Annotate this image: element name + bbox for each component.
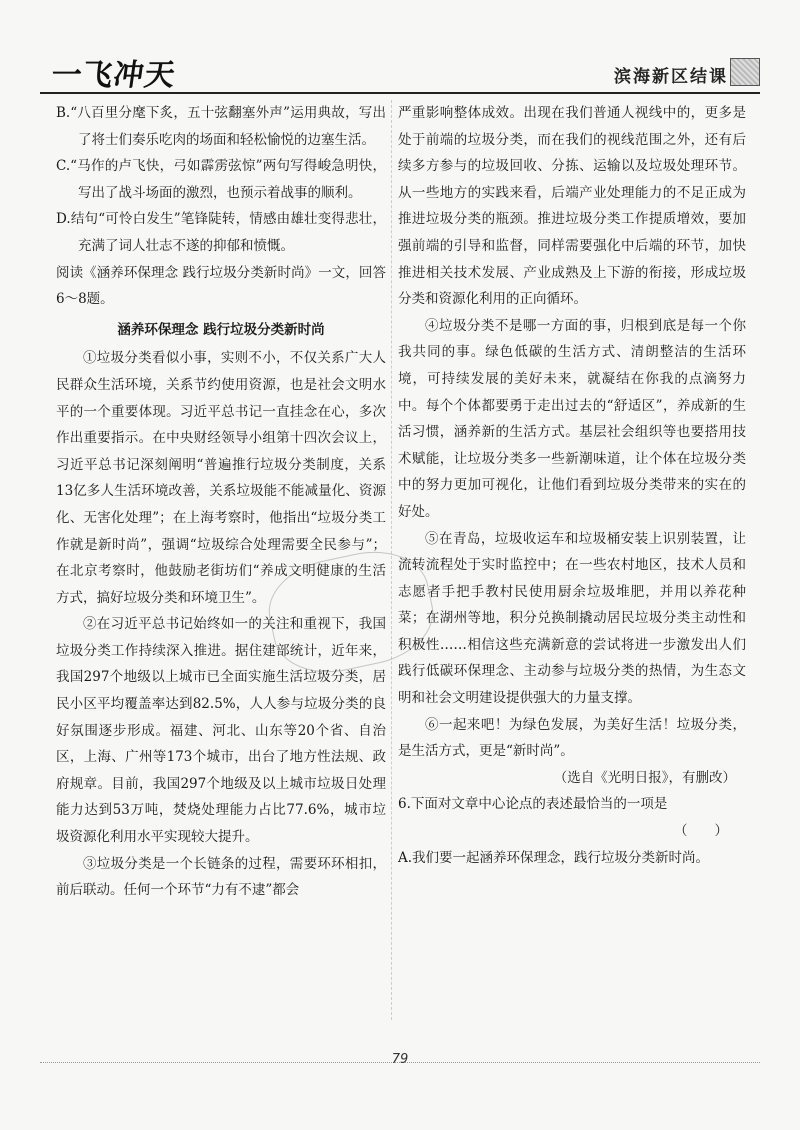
right-column (398, 100, 746, 871)
series-logo-icon (730, 58, 760, 86)
question-6: 6.下面对文章中心论点的表述最恰当的一项是 (398, 796, 668, 813)
left-column (56, 100, 386, 904)
answer-blank[interactable]: （ ） (674, 823, 728, 840)
reading-intro: 阅读《涵养环保理念 践行垃圾分类新时尚》一文，回答6～8题。 (56, 264, 386, 308)
paragraph-2: ②在习近平总书记始终如一的关注和重视下，我国垃圾分类工作持续深入推进。据住建部统计，近年来，我国297个地级以上城市已全面实施生活垃圾分类，居民小区平均覆盖率达到82.5%，人人参与垃圾分类的良好氛围逐步形成。福建、河北、山东等20个省、自治区，上海、广州等173个城市，出台了地方性法规、政府规章。目前，我国297个地级及以上城市垃圾日处理能力达到53万吨，焚烧处理能力占比77.6%，城市垃圾资源化利用水平实现较大提升。 (56, 616, 386, 846)
option-d: D.结句“可怜白发生”笔锋陡转，情感由雄壮变得悲壮，充满了词人壮志不遂的抑郁和愤慨。 (56, 211, 386, 254)
paragraph-3: ③垃圾分类是一个长链条的过程，需要环环相扣，前后联动。任何一个环节“力有不逮”都会 (56, 855, 386, 899)
brand-title: 一飞冲天 (49, 58, 178, 93)
article-source: （选自《光明日报》，有删改） (553, 769, 736, 786)
paragraph-1: ①垃圾分类看似小事，实则不小，不仅关系广大人民群众生活环境，关系节约使用资源，也是社会文明水平的一个重要体现。习近平总书记一直挂念在心，多次作出重要指示。在中央财经领导小组第十四次会议上，习近平总书记深刻阐明“普遍推行垃圾分类制度，关系13亿多人生活环境改善，关系垃圾能不能减量化、资源化、无害化处理”；在上海考察时，他指出“垃圾分类工作就是新时尚”，强调“垃圾综合处理需要全民参与”；在北京考察时，他鼓励老街坊们“养成文明健康的生活方式，搞好垃圾分类和环境卫生”。 (56, 350, 386, 606)
series-title: 滨海新区结课 (614, 67, 728, 87)
paragraph-6: ⑥一起来吧！为绿色发展，为美好生活！垃圾分类，是生活方式，更是“新时尚”。 (398, 716, 746, 760)
option-b: B.“八百里分麾下炙，五十弦翻塞外声”运用典故，写出了将士们奏乐吃肉的场面和轻松愉悦的边塞生活。 (56, 105, 386, 148)
question-6-option-a: A.我们要一起涵养环保理念，践行垃圾分类新时尚。 (398, 849, 710, 866)
paragraph-4: ④垃圾分类不是哪一方面的事，归根到底是每一个你我共同的事。绿色低碳的生活方式、清朗整洁的生活环境，可持续发展的美好未来，就凝结在你我的点滴努力中。每个个体都要勇于走出过去的“舒适区”，养成新的生活习惯，涵养新的生活方式。基层社会组织等也要搭用技术赋能，让垃圾分类多一些新潮味道，让个体在垃圾分类中的努力更加可视化，让他们看到垃圾分类带来的实在的好处。 (398, 317, 746, 520)
header-divider (40, 92, 760, 94)
article-title: 涵养环保理念 践行垃圾分类新时尚 (117, 321, 325, 338)
option-c: C.“马作的卢飞快，弓如霹雳弦惊”两句写得峻急明快，写出了战斗场面的激烈，也预示着战事的顺利。 (56, 158, 386, 201)
page-header (40, 48, 760, 98)
paragraph-5: ⑤在青岛，垃圾收运车和垃圾桶安装上识别装置，让流转流程处于实时监控中；在一些农村地区，技术人员和志愿者手把手教村民使用厨余垃圾堆肥，并用以养花种菜；在湖州等地，积分兑换制撬动居民垃圾分类主动性和积极性……相信这些充满新意的尝试将进一步激发出人们践行低碳环保理念、主动参与垃圾分类的热情，为生态文明和社会文明建设提供强大的力量支撑。 (398, 530, 746, 707)
page-number: 79 (391, 1052, 409, 1067)
paragraph-3-continued: 严重影响整体成效。出现在我们普通人视线中的，更多是处于前端的垃圾分类，而在我们的视线范围之外，还有后续多方参与的垃圾回收、分拣、运输以及垃圾处理环节。从一些地方的实践来看，后端产业处理能力的不足正成为推进垃圾分类的瓶颈。推进垃圾分类工作提质增效，要加强前端的引导和监督，同样需要强化中后端的环节，加快推进相关技术发展、产业成熟及上下游的衔接，形成垃圾分类和资源化利用的正向循环。 (398, 105, 746, 308)
